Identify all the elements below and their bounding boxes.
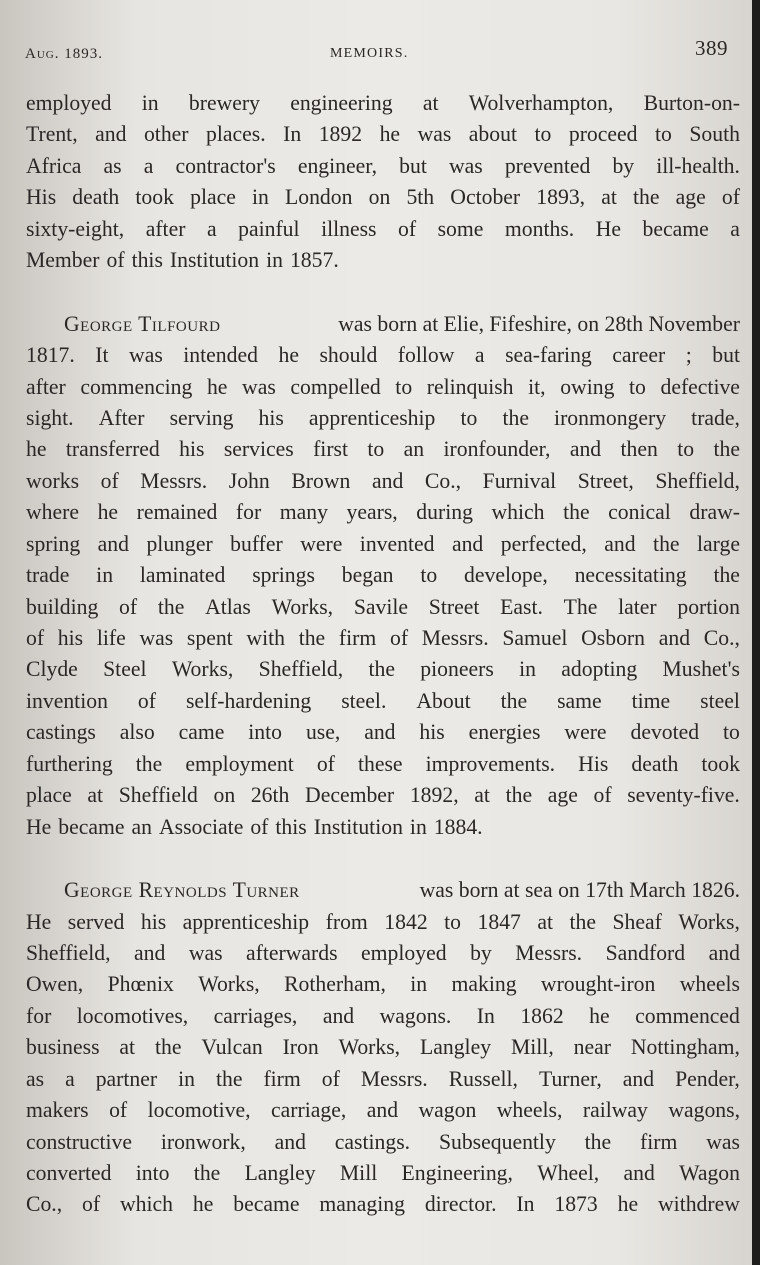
memoir-subject-name: George Tilfourd [64, 311, 221, 336]
text-line: where he remained for many years, during which the conical draw- [26, 500, 740, 525]
memoir-george-reynolds-turner [26, 875, 740, 1221]
text-line: converted into the Langley Mill Engineering, Wheel, and Wagon [26, 1161, 740, 1185]
text-line: Co., of which he became managing director. In 1873 he withdrew [26, 1192, 740, 1217]
text-line: Trent, and other places. In 1892 he was about to proceed to South [26, 122, 740, 147]
paragraph-break [26, 843, 740, 875]
text-line: he transferred his services first to an ironfounder, and then to the [26, 437, 740, 462]
memoir-george-tilfourd [26, 309, 740, 843]
first-line-words: was born at Elie, Fifeshire, on 28th November [338, 311, 740, 336]
text-line-first [26, 309, 740, 340]
memoir-text [26, 88, 740, 1221]
text-line: constructive ironwork, and castings. Subsequently the firm was [26, 1129, 740, 1154]
header-section-title: MEMOIRS. [330, 46, 409, 61]
first-line-words: was born at sea on 17th March 1826. [419, 878, 740, 903]
text-line: His death took place in London on 5th October 1893, at the age of [26, 185, 740, 210]
text-line: invention of self-hardening steel. About the same time steel [26, 688, 740, 713]
text-line: sixty-eight, after a painful illness of some months. He became a [26, 216, 740, 241]
text-line: after commencing he was compelled to relinquish it, owing to defective [26, 374, 740, 399]
page-number: 389 [695, 36, 728, 60]
paragraph-break [26, 277, 740, 309]
text-line: He became an Associate of this Institution in 1884. [26, 814, 483, 839]
text-line: as a partner in the firm of Messrs. Russell, Turner, and Pender, [26, 1066, 740, 1091]
running-head [25, 36, 728, 68]
text-line: Africa as a contractor's engineer, but was prevented by ill-health. [26, 153, 740, 178]
text-line: business at the Vulcan Iron Works, Langley Mill, near Nottingham, [26, 1035, 740, 1060]
text-line: spring and plunger buffer were invented and perfected, and the large [26, 531, 740, 556]
text-line: Owen, Phœnix Works, Rotherham, in making wrought-iron wheels [26, 972, 740, 997]
text-line: Clyde Steel Works, Sheffield, the pioneers in adopting Mushet's [26, 657, 740, 682]
paragraph-continued [26, 88, 740, 277]
text-line: He served his apprenticeship from 1842 to 1847 at the Sheaf Works, [26, 909, 740, 934]
text-line: employed in brewery engineering at Wolverhampton, Burton-on- [26, 91, 740, 115]
text-line: castings also came into use, and his energies were devoted to [26, 720, 740, 745]
text-line: trade in laminated springs began to develope, necessitating the [26, 563, 740, 588]
text-line: for locomotives, carriages, and wagons. In 1862 he commenced [26, 1003, 740, 1028]
text-line-first [26, 875, 740, 906]
text-line: sight. After serving his apprenticeship to the ironmongery trade, [26, 405, 740, 430]
text-line: furthering the employment of these improvements. His death took [26, 751, 740, 776]
text-line: Member of this Institution in 1857. [26, 248, 339, 273]
text-line: place at Sheffield on 26th December 1892, at the age of seventy-five. [26, 783, 740, 808]
text-line: building of the Atlas Works, Savile Street East. The later portion [26, 594, 740, 619]
text-line: 1817. It was intended he should follow a sea-faring career ; but [26, 343, 740, 368]
text-line: of his life was spent with the firm of Messrs. Samuel Osborn and Co., [26, 626, 740, 650]
text-line: Sheffield, and was afterwards employed by Messrs. Sandford and [26, 940, 740, 965]
text-line: makers of locomotive, carriage, and wagon wheels, railway wagons, [26, 1098, 740, 1123]
memoir-subject-name: George Reynolds Turner [64, 878, 300, 903]
text-line: works of Messrs. John Brown and Co., Furnival Street, Sheffield, [26, 468, 740, 493]
header-date: Aug. 1893. [25, 46, 103, 62]
